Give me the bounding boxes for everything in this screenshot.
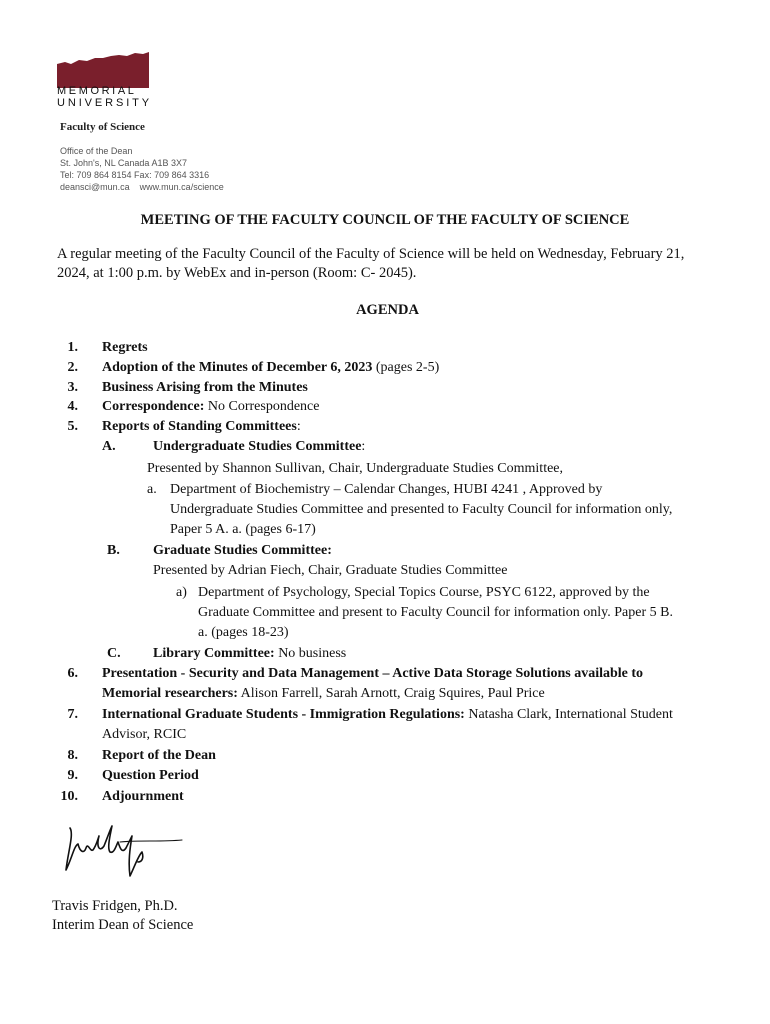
item-number: 6. <box>67 666 78 681</box>
website-link[interactable]: www.mun.ca/science <box>139 182 224 192</box>
agenda-heading: AGENDA <box>356 302 419 318</box>
item-number: 7. <box>67 707 78 722</box>
grad-sub-letter: a) <box>176 585 187 600</box>
undergrad-sub-letter: a. <box>147 482 157 497</box>
logo-wordmark-memorial: MEMORIAL <box>57 85 137 97</box>
office-name: Office of the Dean <box>60 146 133 156</box>
logo-wordmark-university: UNIVERSITY <box>57 97 153 109</box>
section-letter-b: B. <box>107 543 120 558</box>
item-number: 1. <box>67 340 78 355</box>
item-number: 4. <box>67 399 78 414</box>
signature-icon <box>60 822 185 882</box>
grad-sub-line-1: Department of Psychology, Special Topics Course, PSYC 6122, approved by the <box>198 585 650 600</box>
signatory-title: Interim Dean of Science <box>52 917 194 933</box>
item-number: 8. <box>67 748 78 763</box>
grad-presenter: Presented by Adrian Fiech, Chair, Graduate Studies Committee <box>153 563 508 578</box>
grad-sub-line-2: Graduate Committee and present to Faculty Council for information only. Paper 5 B. <box>198 605 673 620</box>
memorial-logo-icon <box>57 52 149 88</box>
section-grad-committee: Graduate Studies Committee: <box>153 543 332 558</box>
agenda-item-adjournment: Adjournment <box>102 789 184 804</box>
agenda-item-business-arising: Business Arising from the Minutes <box>102 380 308 395</box>
intro-paragraph <box>57 245 727 283</box>
contact-line <box>60 182 224 192</box>
email-link[interactable]: deansci@mun.ca <box>60 182 130 192</box>
section-undergrad-committee: Undergraduate Studies Committee: <box>153 439 366 454</box>
signatory-name: Travis Fridgen, Ph.D. <box>52 898 178 914</box>
undergrad-sub-line-1: Department of Biochemistry – Calendar Changes, HUBI 4241 , Approved by <box>170 482 603 497</box>
page-title: MEETING OF THE FACULTY COUNCIL OF THE FACULTY OF SCIENCE <box>140 212 630 228</box>
faculty-name: Faculty of Science <box>60 121 145 133</box>
agenda-item-immigration: International Graduate Students - Immigration Regulations: Natasha Clark, International Student <box>102 707 673 722</box>
agenda-item-question-period: Question Period <box>102 768 199 783</box>
intro-line-1: A regular meeting of the Faculty Council of the Faculty of Science will be held on Wednesday, February 21, <box>57 246 685 262</box>
agenda-item-correspondence: Correspondence: No Correspondence <box>102 399 320 414</box>
intro-line-2: 2024, at 1:00 p.m. by WebEx and in-person (Room: C- 2045). <box>57 265 417 281</box>
section-letter-a: A. <box>102 439 116 454</box>
agenda-item-presentation-line-1: Presentation - Security and Data Management – Active Data Storage Solutions available to <box>102 666 644 681</box>
agenda-item-standing-committees: Reports of Standing Committees: <box>102 419 301 434</box>
item-number: 2. <box>67 360 78 375</box>
item-number: 9. <box>67 768 78 783</box>
section-letter-c: C. <box>107 646 121 661</box>
undergrad-presenter: Presented by Shannon Sullivan, Chair, Undergraduate Studies Committee, <box>147 461 564 476</box>
item-number: 10. <box>60 789 78 804</box>
address: St. John's, NL Canada A1B 3X7 <box>60 158 187 168</box>
agenda-item-minutes: Adoption of the Minutes of December 6, 2023 (pages 2-5) <box>102 360 440 375</box>
grad-sub-line-3: a. (pages 18-23) <box>198 625 289 640</box>
agenda-item-immigration-line-2: Advisor, RCIC <box>102 727 187 742</box>
agenda-item-dean-report: Report of the Dean <box>102 748 216 763</box>
agenda-item-presentation-line-2: Memorial researchers: Alison Farrell, Sarah Arnott, Craig Squires, Paul Price <box>102 686 545 701</box>
item-number: 3. <box>67 380 78 395</box>
undergrad-sub-line-3: Paper 5 A. a. (pages 6-17) <box>170 522 316 537</box>
undergrad-sub-line-2: Undergraduate Studies Committee and presented to Faculty Council for information only, <box>170 502 673 517</box>
section-library-committee: Library Committee: No business <box>153 646 347 661</box>
phone-fax: Tel: 709 864 8154 Fax: 709 864 3316 <box>60 170 210 180</box>
agenda-item-regrets: Regrets <box>102 340 148 355</box>
item-number: 5. <box>67 419 78 434</box>
